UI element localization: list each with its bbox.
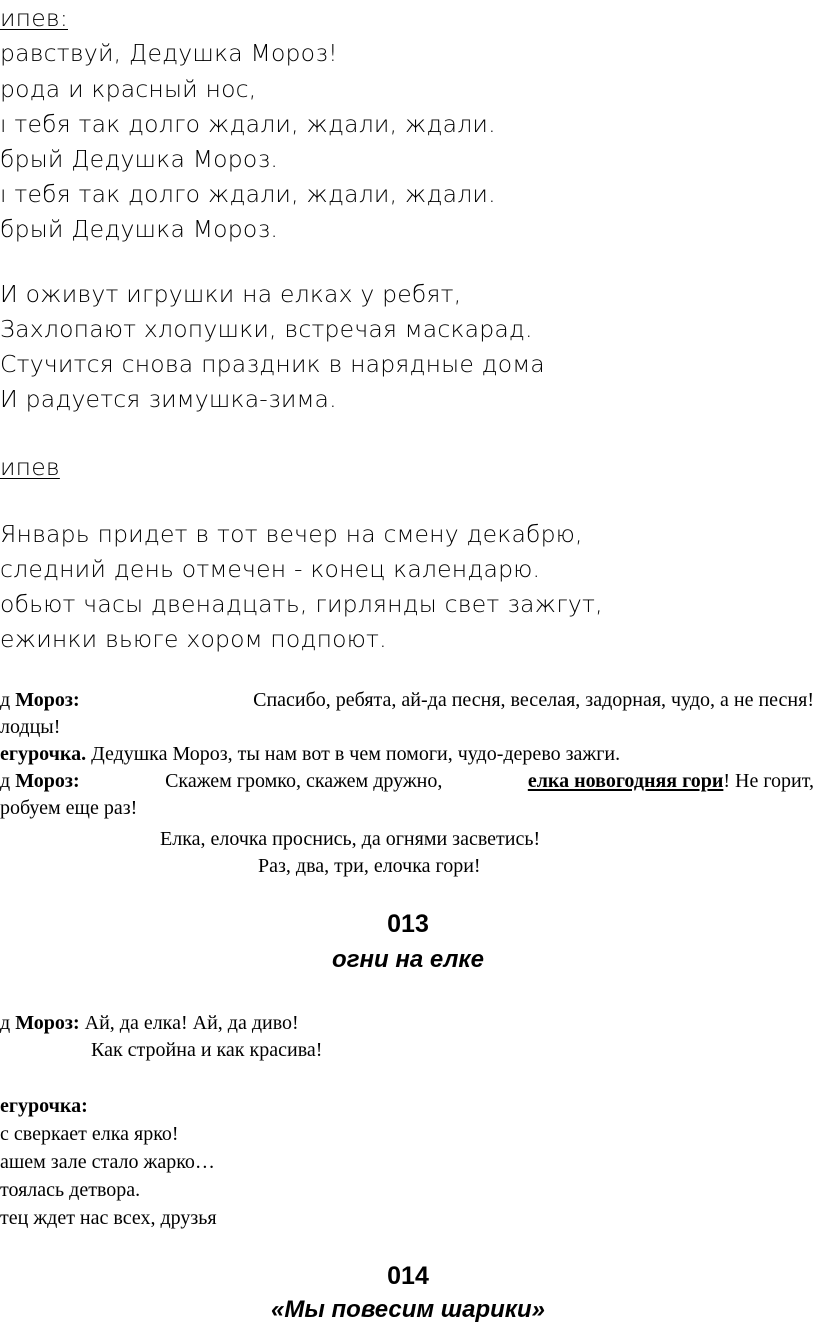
- chorus-heading: ипев: [0, 453, 60, 481]
- verse-line: следний день отмечен - конец календарю.: [0, 555, 541, 583]
- speaker-line-start: [0, 687, 80, 714]
- dialogue-emphasis: [528, 768, 816, 795]
- chorus-line: брый Дедушка Мороз.: [0, 145, 279, 173]
- speaker-name: Мороз:: [15, 770, 80, 792]
- speaker-name: Мороз:: [15, 689, 80, 711]
- poem-line: тец ждет нас всех, друзья: [0, 1207, 217, 1229]
- chorus-heading: ипев:: [0, 4, 68, 32]
- emphasis-phrase: елка новогодняя гори: [527, 770, 724, 792]
- verse-line: Захлопают хлопушки, встречая маскарад.: [0, 315, 533, 343]
- poem-line: тоялась детвора.: [0, 1179, 141, 1201]
- verse-line: Стучится снова праздник в нарядные дома: [0, 350, 545, 378]
- dialogue-text: Скажем громко, скажем дружно,: [165, 770, 443, 792]
- section-title: «Мы повесим шарики»: [271, 1296, 545, 1323]
- section-number: 014: [387, 1262, 429, 1290]
- poem-line: ашем зале стало жарко…: [0, 1151, 215, 1173]
- verse-line: Январь придет в тот вечер на смену декабрю,: [0, 520, 583, 548]
- poem-line: с сверкает елка ярко!: [0, 1123, 179, 1145]
- chorus-line: брый Дедушка Мороз.: [0, 215, 279, 243]
- section-title: огни на елке: [332, 946, 484, 973]
- chorus-line: ı тебя так долго ждали, ждали, ждали.: [0, 110, 496, 138]
- dialogue-line: [0, 1010, 299, 1037]
- speaker-prefix: д: [0, 1012, 16, 1034]
- chant-line: Елка, елочка проснись, да огнями засветись!: [160, 828, 541, 850]
- dialogue-text: Дедушка Мороз, ты нам вот в чем помоги, чудо-дерево зажги.: [86, 743, 621, 765]
- chorus-line: рода и красный нос,: [0, 75, 257, 103]
- verse-line: ежинки вьюге хором подпоют.: [0, 625, 387, 653]
- verse-line: И оживут игрушки на елках у ребят,: [0, 280, 462, 308]
- dialogue-text: Спасибо, ребята, ай-да песня, веселая, задорная, чудо, а не песня!: [253, 689, 814, 711]
- verse-line: обьют часы двенадцать, гирлянды свет зажгут,: [0, 590, 603, 618]
- chorus-line: равствуй, Дедушка Мороз!: [0, 39, 338, 67]
- dialogue-line: [0, 741, 620, 768]
- chorus-line: ı тебя так долго ждали, ждали, ждали.: [0, 180, 496, 208]
- dialogue-line: робуем еще раз!: [0, 797, 138, 819]
- dialogue-line: [0, 768, 816, 795]
- chant-line: Раз, два, три, елочка гори!: [258, 855, 481, 877]
- speaker-line-start: [0, 768, 80, 795]
- section-number: 013: [387, 910, 429, 938]
- dialogue-line: [0, 687, 816, 714]
- dialogue-text: Ай, да елка! Ай, да диво!: [79, 1012, 299, 1034]
- dialogue-line: лодцы!: [0, 716, 61, 738]
- speaker-prefix: д: [0, 770, 16, 792]
- dialogue-line: Как стройна и как красива!: [91, 1039, 323, 1061]
- speaker-name: Мороз:: [15, 1012, 80, 1034]
- verse-line: И радуется зимушка-зима.: [0, 385, 337, 413]
- speaker-name: егурочка:: [0, 1095, 88, 1117]
- speaker-prefix: д: [0, 689, 16, 711]
- speaker-name: егурочка.: [0, 743, 87, 765]
- dialogue-text: ! Не горит,: [723, 770, 814, 792]
